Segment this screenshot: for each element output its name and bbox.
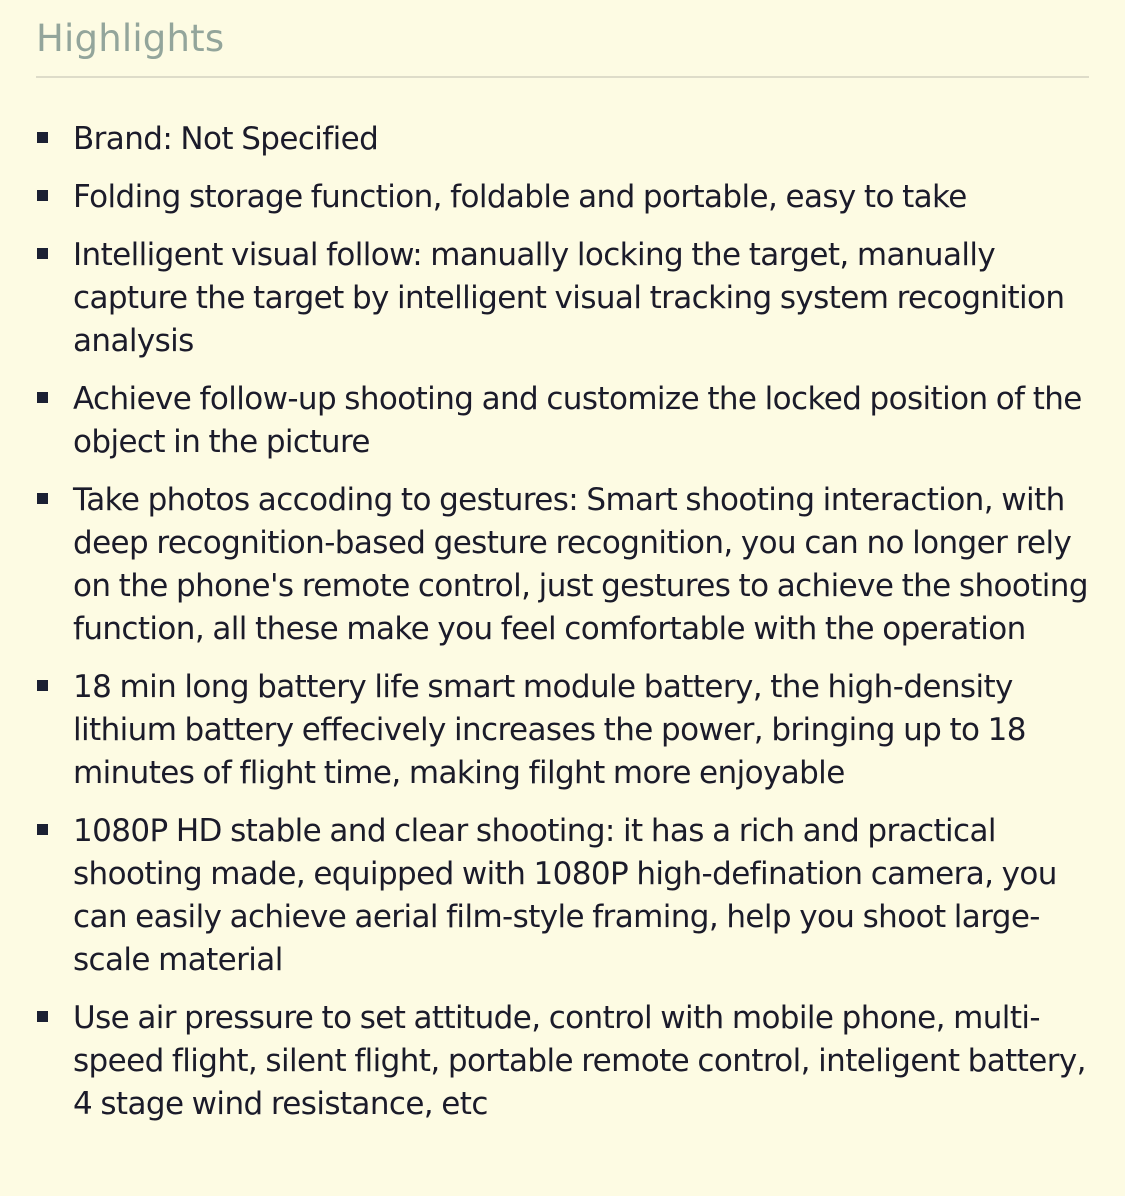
highlight-text: 1080P HD stable and clear shooting: it has a rich and practical shooting made, equipped with 1080P high-defination camera, you can easily achieve aerial film-style framing, help you shoot large-scale material [73,813,1057,978]
highlight-item [36,176,1089,219]
section-title: Highlights [36,17,225,60]
highlight-text: 18 min long battery life smart module battery, the high-density lithium battery effecively increases the power, bringing up to 18 minutes of flight time, making filght more enjoyable [73,669,1026,791]
highlight-item [36,997,1089,1126]
highlight-item [36,118,1089,161]
highlight-text: Intelligent visual follow: manually locking the target, manually capture the target by intelligent visual tracking system recognition analysis [73,237,1065,359]
highlight-item [36,479,1089,651]
square-bullet-icon [37,493,48,504]
square-bullet-icon [37,392,48,403]
highlight-text: Take photos accoding to gestures: Smart shooting interaction, with deep recognition-based gesture recognition, you can no longer rely on the phone's remote control, just gestures to achieve the shooting function, all these make you feel comfortable with the operation [73,482,1088,647]
highlight-text: Folding storage function, foldable and portable, easy to take [73,179,967,215]
highlight-text: Brand: Not Specified [73,121,379,157]
highlight-item [36,234,1089,363]
square-bullet-icon [37,1011,48,1022]
highlight-item [36,810,1089,982]
section-divider [36,76,1089,78]
square-bullet-icon [37,190,48,201]
square-bullet-icon [37,248,48,259]
highlight-text: Use air pressure to set attitude, control with mobile phone, multi-speed flight, silent flight, portable remote control, inteligent battery, 4 stage wind resistance, etc [73,1000,1086,1122]
highlight-item [36,378,1089,464]
square-bullet-icon [37,132,48,143]
highlight-text: Achieve follow-up shooting and customize the locked position of the object in the picture [73,381,1082,460]
highlight-item [36,666,1089,795]
highlights-list [36,118,1089,1126]
square-bullet-icon [37,680,48,691]
square-bullet-icon [37,824,48,835]
